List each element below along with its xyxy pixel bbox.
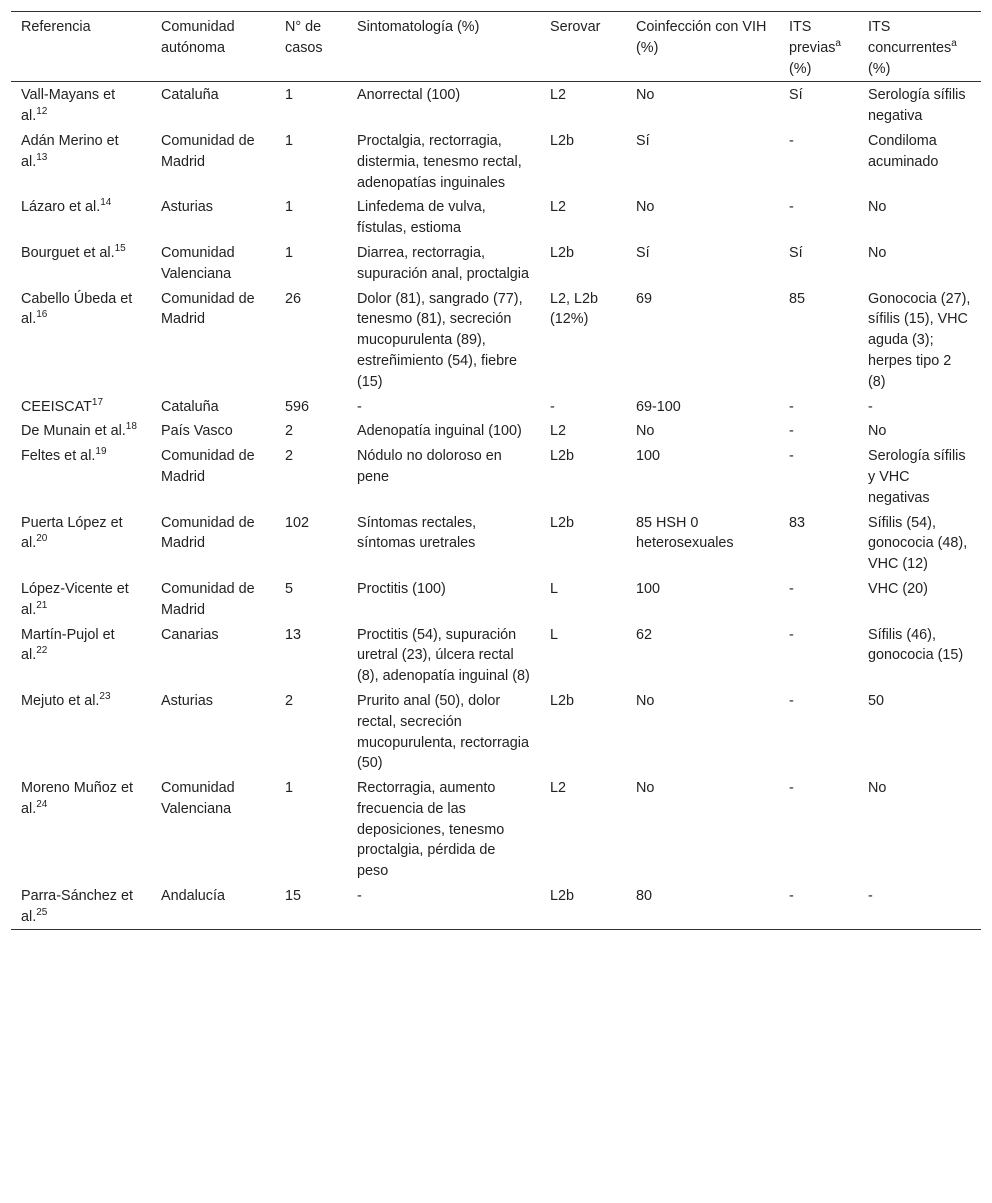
- cell-vih: No: [636, 780, 655, 797]
- cell-casos: 13: [285, 626, 302, 643]
- cell-sintomatologia: Rectorragia, aumento frecuencia de las deposiciones, tenesmo proctalgia, pérdida de peso: [357, 780, 505, 880]
- reference-number: 19: [95, 446, 107, 458]
- cell-vih: 69: [636, 290, 653, 307]
- cell-comunidad: Comunidad de Madrid: [161, 514, 255, 552]
- table-row: [11, 883, 981, 929]
- cell-its-previas: -: [789, 132, 794, 149]
- reference-number: 16: [36, 309, 48, 321]
- cell-sintomatologia: Proctitis (54), supuración uretral (23), úlcera rectal (8), adenopatía inguinal (8): [357, 626, 530, 685]
- cell-referencia: Vall-Mayans et al.$^{12}$: [21, 87, 116, 125]
- cell-its-concurrentes: Serología sífilis negativa: [868, 87, 966, 125]
- footnote-mark: a: [835, 38, 841, 49]
- cell-its-concurrentes: -: [868, 398, 873, 415]
- cell-its-concurrentes: No: [868, 199, 887, 216]
- cell-serovar: L2b: [550, 448, 575, 465]
- cell-serovar: L: [550, 580, 559, 597]
- cell-referencia: López-Vicente et al.$^{21}$: [21, 580, 129, 618]
- cell-its-concurrentes: Sífilis (54), gonococia (48), VHC (12): [868, 514, 968, 573]
- cell-vih: No: [636, 692, 655, 709]
- table-row: [11, 510, 981, 576]
- cell-its-previas: -: [789, 780, 794, 797]
- cell-sintomatologia: Proctitis (100): [357, 580, 446, 597]
- table-row: [11, 688, 981, 775]
- cell-serovar: L2b: [550, 132, 575, 149]
- cell-serovar: L2: [550, 199, 567, 216]
- cell-its-previas: -: [789, 580, 794, 597]
- cell-casos: 1: [285, 780, 294, 797]
- reference-number: 24: [36, 799, 48, 811]
- reference-number: 20: [36, 533, 48, 545]
- cell-comunidad: Comunidad Valenciana: [161, 780, 235, 817]
- cell-vih: No: [636, 87, 655, 104]
- cell-its-previas: -: [789, 398, 794, 415]
- cell-comunidad: Comunidad de Madrid: [161, 580, 255, 618]
- cell-vih: 80: [636, 888, 653, 905]
- lgv-cases-table: [11, 11, 981, 930]
- cell-vih: 62: [636, 626, 653, 643]
- cell-its-previas: -: [789, 888, 794, 905]
- footnote-mark: a: [951, 38, 957, 49]
- header-casos: N° de casos: [285, 19, 323, 56]
- header-referencia: Referencia: [21, 19, 91, 35]
- header-its-previas: ITS previas$^a$ (%): [789, 19, 841, 77]
- cell-referencia: Moreno Muñoz et al.$^{24}$: [21, 780, 133, 817]
- cell-referencia: Lázaro et al.$^{14}$: [21, 197, 112, 216]
- cell-vih: 100: [636, 448, 661, 465]
- header-comunidad: Comunidad autónoma: [161, 19, 235, 56]
- cell-casos: 1: [285, 132, 294, 149]
- table-row: [11, 576, 981, 622]
- table-row: [11, 443, 981, 509]
- cell-its-concurrentes: No: [868, 423, 887, 440]
- reference-number: 21: [36, 599, 48, 611]
- cell-casos: 1: [285, 199, 294, 216]
- cell-its-concurrentes: -: [868, 888, 873, 905]
- table-row: [11, 394, 981, 419]
- cell-comunidad: Canarias: [161, 626, 219, 643]
- cell-its-previas: 83: [789, 514, 806, 531]
- cell-comunidad: Comunidad de Madrid: [161, 290, 255, 328]
- cell-comunidad: Comunidad de Madrid: [161, 448, 255, 485]
- cell-comunidad: Asturias: [161, 692, 213, 709]
- table-row: [11, 194, 981, 240]
- reference-number: 22: [36, 645, 48, 657]
- cell-its-concurrentes: Serología sífilis y VHC negativas: [868, 448, 966, 506]
- cell-sintomatologia: Diarrea, rectorragia, supuración anal, proctalgia: [357, 244, 529, 282]
- cell-serovar: L: [550, 626, 559, 643]
- cell-referencia: Parra-Sánchez et al.$^{25}$: [21, 888, 133, 925]
- cell-referencia: Puerta López et al.$^{20}$: [21, 514, 123, 552]
- cell-sintomatologia: Dolor (81), sangrado (77), tenesmo (81), secreción mucopurulenta (89), estreñimiento (54), fiebre (15): [357, 290, 523, 390]
- table-row: [11, 82, 981, 128]
- cell-vih: Sí: [636, 244, 650, 261]
- cell-referencia: Bourguet et al.$^{15}$: [21, 243, 126, 261]
- cell-serovar: L2, L2b (12%): [550, 290, 599, 328]
- cell-serovar: L2: [550, 87, 567, 104]
- cell-referencia: Feltes et al.$^{19}$: [21, 446, 107, 465]
- cell-its-previas: -: [789, 692, 794, 709]
- cell-casos: 1: [285, 244, 294, 261]
- cell-sintomatologia: Adenopatía inguinal (100): [357, 423, 522, 440]
- cell-its-previas: Sí: [789, 244, 803, 261]
- reference-number: 12: [36, 106, 48, 118]
- header-serovar: Serovar: [550, 19, 601, 35]
- cell-referencia: Martín-Pujol et al.$^{22}$: [21, 626, 115, 664]
- cell-casos: 102: [285, 514, 310, 531]
- header-its-concurrentes: ITS concurrentes$^a$ (%): [868, 19, 957, 77]
- reference-number: 17: [91, 396, 104, 408]
- reference-number: 18: [125, 421, 137, 433]
- cell-vih: 100: [636, 580, 661, 597]
- cell-sintomatologia: -: [357, 398, 362, 415]
- reference-number: 13: [36, 151, 48, 163]
- cell-casos: 2: [285, 692, 294, 709]
- cell-serovar: L2: [550, 423, 567, 440]
- cell-sintomatologia: Anorrectal (100): [357, 87, 461, 104]
- reference-number: 23: [99, 691, 111, 703]
- cell-serovar: L2b: [550, 692, 575, 709]
- cell-referencia: Cabello Úbeda et al.$^{16}$: [21, 290, 133, 328]
- cell-vih: Sí: [636, 132, 650, 149]
- cell-casos: 2: [285, 448, 294, 465]
- cell-casos: 15: [285, 888, 302, 905]
- cell-casos: 596: [285, 398, 310, 415]
- cell-its-concurrentes: VHC (20): [868, 580, 928, 597]
- cell-casos: 26: [285, 290, 302, 307]
- table-row: [11, 286, 981, 394]
- cell-its-concurrentes: Sífilis (46), gonococia (15): [868, 626, 964, 664]
- cell-its-concurrentes: No: [868, 244, 887, 261]
- cell-serovar: L2: [550, 780, 567, 797]
- cell-serovar: L2b: [550, 888, 575, 905]
- cell-its-concurrentes: Gonococia (27), sífilis (15), VHC aguda (3); herpes tipo 2 (8): [868, 290, 971, 390]
- cell-comunidad: Andalucía: [161, 888, 226, 905]
- cell-vih: 69-100: [636, 398, 681, 415]
- header-sintomatologia: Sintomatología (%): [357, 19, 480, 35]
- cell-referencia: CEEISCAT$^{17}$: [21, 396, 104, 415]
- cell-sintomatologia: Proctalgia, rectorragia, distermia, tenesmo rectal, adenopatías inguinales: [357, 132, 522, 191]
- table-row: [11, 240, 981, 286]
- cell-casos: 1: [285, 87, 294, 104]
- cell-referencia: Mejuto et al.$^{23}$: [21, 691, 111, 709]
- cell-serovar: L2b: [550, 244, 575, 261]
- cell-sintomatologia: -: [357, 888, 362, 905]
- cell-sintomatologia: Síntomas rectales, síntomas uretrales: [357, 514, 477, 552]
- reference-number: 15: [114, 243, 126, 255]
- cell-sintomatologia: Linfedema de vulva, fístulas, estioma: [357, 199, 486, 237]
- cell-serovar: -: [550, 398, 555, 415]
- cell-its-previas: -: [789, 626, 794, 643]
- cell-its-previas: 85: [789, 290, 806, 307]
- cell-vih: 85 HSH 0 heterosexuales: [636, 514, 734, 552]
- cell-comunidad: Cataluña: [161, 398, 219, 415]
- cell-its-concurrentes: 50: [868, 692, 885, 709]
- cell-its-previas: -: [789, 448, 794, 465]
- cell-referencia: Adán Merino et al.$^{13}$: [21, 132, 119, 170]
- cell-sintomatologia: Prurito anal (50), dolor rectal, secreción mucopurulenta, rectorragia (50): [357, 692, 529, 772]
- header-vih: Coinfección con VIH (%): [636, 19, 767, 56]
- table-row: [11, 775, 981, 883]
- table-row: [11, 622, 981, 688]
- table-row: [11, 418, 981, 443]
- table-row: [11, 128, 981, 194]
- cell-casos: 2: [285, 423, 294, 440]
- cell-casos: 5: [285, 580, 294, 597]
- reference-number: 14: [100, 197, 112, 209]
- cell-sintomatologia: Nódulo no doloroso en pene: [357, 448, 502, 485]
- cell-its-concurrentes: No: [868, 780, 887, 797]
- cell-vih: No: [636, 199, 655, 216]
- cell-its-previas: -: [789, 423, 794, 440]
- cell-serovar: L2b: [550, 514, 575, 531]
- cell-its-previas: -: [789, 199, 794, 216]
- cell-comunidad: País Vasco: [161, 423, 233, 440]
- cell-its-previas: Sí: [789, 87, 803, 104]
- table-body: [11, 82, 981, 929]
- cell-comunidad: Cataluña: [161, 87, 219, 104]
- cell-its-concurrentes: Condiloma acuminado: [868, 132, 939, 170]
- cell-comunidad: Comunidad Valenciana: [161, 244, 235, 282]
- cell-referencia: De Munain et al.$^{18}$: [21, 421, 137, 440]
- table-header-row: [11, 12, 981, 82]
- reference-number: 25: [36, 907, 48, 919]
- cell-comunidad: Asturias: [161, 199, 213, 216]
- cell-vih: No: [636, 423, 655, 440]
- cell-comunidad: Comunidad de Madrid: [161, 132, 255, 170]
